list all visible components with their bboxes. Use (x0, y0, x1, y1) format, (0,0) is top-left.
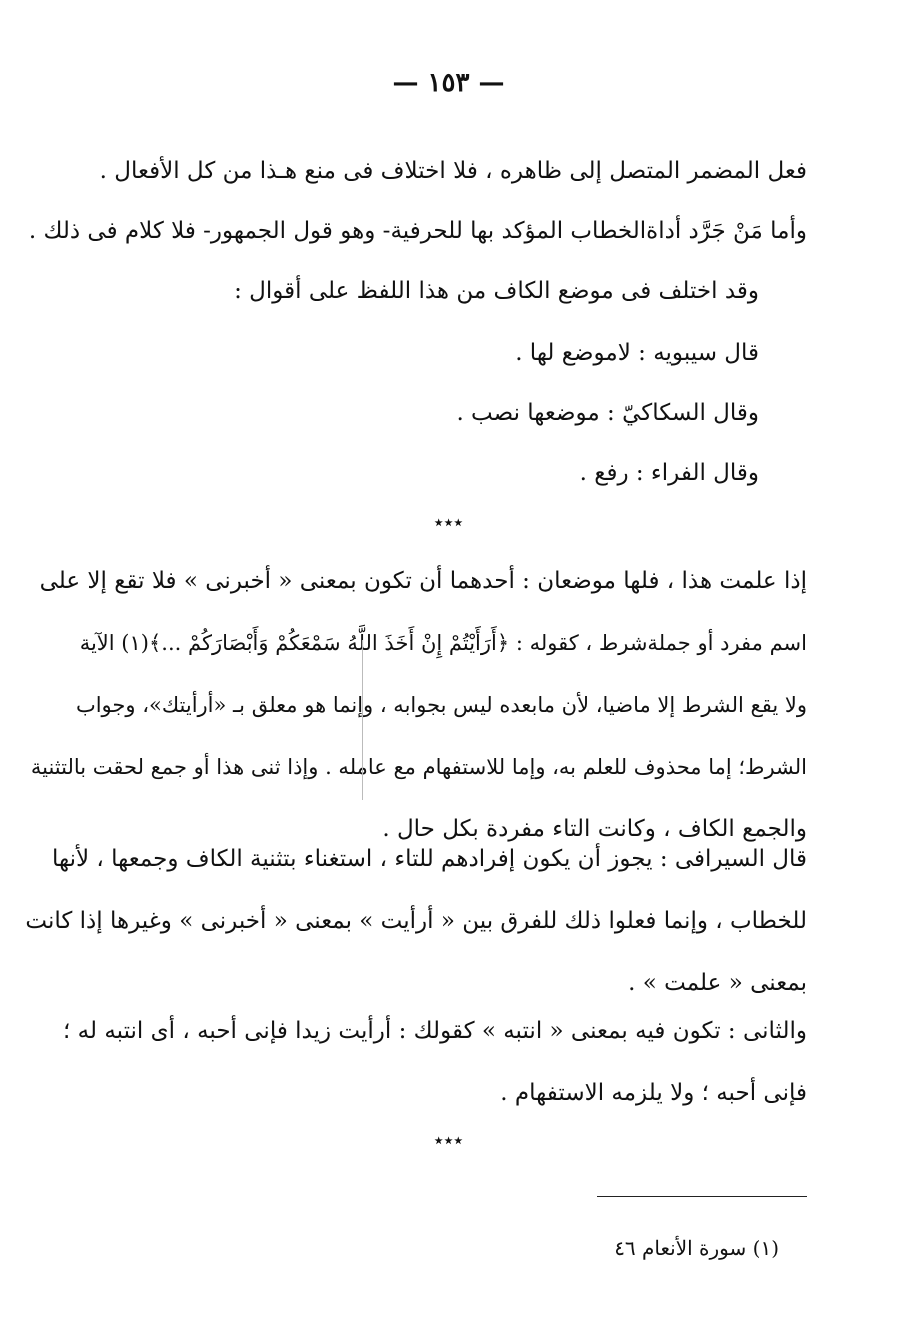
footnote-rule (597, 1196, 807, 1197)
text-line: فإنى أحبه ؛ ولا يلزمه الاستفهام . (500, 1080, 807, 1106)
paragraph-two-positions (31, 550, 807, 860)
text-line: وقال السكاكيّ : موضعها نصب . (456, 400, 759, 426)
paragraph-second-meaning (63, 1000, 807, 1124)
text-line: إذا علمت هذا ، فلها موضعان : أحدهما أن تكون بمعنى « أخبرنى » فلا تقع إلا على (39, 568, 807, 594)
footnote: (١) سورة الأنعام ٤٦ (614, 1236, 779, 1260)
text-line: الشرط؛ إما محذوف للعلم به، وإما للاستفهام مع عامله . وإذا ثنى هذا أو جمع لحقت بالتثنية (30, 755, 807, 779)
section-separator: ٭٭٭ (433, 1130, 464, 1151)
text-line: بمعنى « علمت » . (628, 970, 807, 996)
section-separator: ٭٭٭ (433, 512, 464, 533)
text-line: قال سيبويه : لاموضع لها . (515, 340, 759, 366)
text-line: وقد اختلف فى موضع الكاف من هذا اللفظ على أقوال : (234, 278, 759, 304)
paragraph-sirafi (25, 828, 807, 1014)
margin-mark (362, 640, 363, 800)
paragraph-kaf-position (234, 260, 759, 322)
text-line: فعل المضمر المتصل إلى ظاهره ، فلا اختلاف فى منع هـذا من كل الأفعال . (99, 158, 807, 184)
text-line: وأما مَنْ جَرَّد أداةالخطاب المؤكد بها للحرفية- وهو قول الجمهور- فلا كلام فى ذلك . (28, 218, 807, 244)
text-line: وقال الفراء : رفع . (579, 460, 759, 486)
paragraph-jumhur (29, 200, 807, 262)
quote-farra (580, 442, 759, 504)
text-line: والثانى : تكون فيه بمعنى « انتبه » كقولك : أرأيت زيدا فإنى أحبه ، أى انتبه له ؛ (63, 1018, 807, 1044)
text-line: والجمع الكاف ، وكانت التاء مفردة بكل حال . (382, 816, 807, 842)
text-line: ولا يقع الشرط إلا ماضيا، لأن مابعده ليس بجوابه ، وإنما هو معلق بـ «أرأيتك»، وجواب (75, 693, 807, 717)
text-line: للخطاب ، وإنما فعلوا ذلك للفرق بين « أرأيت » بمعنى « أخبرنى » وغيرها إذا كانت (25, 908, 807, 934)
page-number: — ١٥٣ — (392, 68, 505, 98)
opening-paragraph (100, 140, 807, 202)
quote-sakkaki (456, 382, 759, 444)
text-line: قال السيرافى : يجوز أن يكون إفرادهم للتاء ، استغناء بتثنية الكاف وجمعها ، لأنها (51, 846, 807, 872)
quote-sibawayh (515, 322, 759, 384)
text-line: اسم مفرد أو جملةشرط ، كقوله : ﴿أَرَأَيْتُمْ إِنْ أَخَذَ اللَّهُ سَمْعَكُمْ وَأَبْصَارَكُمْ ...﴾(١) الآية (79, 631, 807, 655)
